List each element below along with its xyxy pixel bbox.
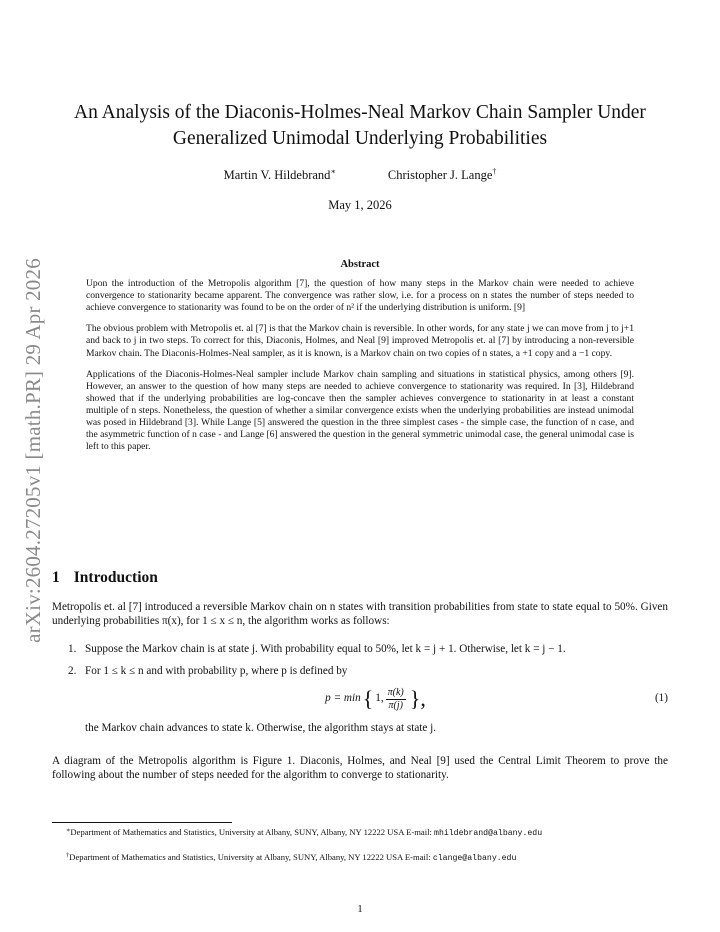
algorithm-steps bbox=[52, 643, 668, 744]
footnote bbox=[52, 850, 668, 864]
intro-paragraph: Metropolis et. al [7] introduced a reversible Markov chain on n states with transition probabilities from state to state equal to 50%. Given underlying probabilities π(x), for 1 ≤ x ≤ n, the algorithm works as follows: bbox=[52, 601, 668, 627]
footnote-email[interactable]: mhildebrand@albany.edu bbox=[434, 829, 543, 838]
author: Martin V. Hildebrand∗ bbox=[223, 167, 336, 182]
fraction-denominator: π(j) bbox=[388, 699, 403, 711]
abstract bbox=[86, 259, 634, 462]
arxiv-stamp bbox=[8, 245, 58, 655]
footnote-email[interactable]: clange@albany.edu bbox=[432, 854, 517, 863]
equation bbox=[85, 678, 668, 720]
arxiv-stamp-text: arXiv:2604.27205v1 [math.PR] 29 Apr 2026 bbox=[20, 257, 45, 643]
equation-lhs: p = min bbox=[325, 692, 361, 705]
equation-left-brace: { bbox=[362, 686, 374, 712]
list-item bbox=[52, 643, 668, 657]
section-title: Introduction bbox=[73, 569, 158, 586]
author-footnote-mark: ∗ bbox=[330, 167, 336, 176]
footnote-text: Department of Mathematics and Statistics, University at Albany, SUNY, Albany, NY 12222 USA E-mail: bbox=[70, 827, 435, 837]
section-number: 1 bbox=[52, 569, 60, 586]
list-text: For 1 ≤ k ≤ n and with probability p, where p is defined by bbox=[85, 664, 348, 677]
footnote-text: Department of Mathematics and Statistics, University at Albany, SUNY, Albany, NY 12222 USA E-mail: bbox=[69, 852, 433, 862]
equation-right-brace: }, bbox=[409, 686, 426, 712]
abstract-paragraph: The obvious problem with Metropolis et. al [7] is that the Markov chain is reversible. In other words, for any state j we can move from j to j+1 and back to j in two steps. To correct for this, Diaconis, Holmes, and Neal [9] improved Metropolis et. al [7] by introducing a non-reversible Markov chain. The Diaconis-Holmes-Neal sampler, as it is known, is a Markov chain on two copies of n states, a +1 copy and a −1 copy. bbox=[86, 323, 634, 359]
footnote-mark: † bbox=[66, 852, 70, 859]
abstract-paragraph: Applications of the Diaconis-Holmes-Neal sampler include Markov chain sampling and situations in statistical physics, among others [9]. However, an answer to the question of how many steps are needed to achieve convergence to stationarity was required. In [3], Hildebrand showed that if the underlying probabilities are log-concave then the sampler achieves convergence to stationarity in at least a constant multiple of n steps. Nonetheless, the question of whether a similar convergence exists when the underlying probabilities are instead unimodal was posed in Hildebrand [3]. While Lange [5] answered the question in the three simplest cases - the simple case, the function of n case, and the asymmetric function of n case - and Lange [6] answered the question in the general symmetric unimodal case, the general unimodal case is left to this paper. bbox=[86, 368, 634, 453]
author-list bbox=[52, 167, 668, 183]
equation-one: 1, bbox=[375, 692, 384, 705]
author: Christopher J. Lange† bbox=[387, 167, 497, 182]
list-label: 2. bbox=[68, 664, 77, 677]
paper-date: May 1, 2026 bbox=[328, 198, 392, 212]
equation-number: (1) bbox=[654, 692, 668, 705]
paragraph: A diagram of the Metropolis algorithm is Figure 1. Diaconis, Holmes, and Neal [9] used the Central Limit Theorem to prove the following about the number of steps needed for the algorithm to converge to stationarity. bbox=[52, 755, 668, 781]
after-equation-text: the Markov chain advances to state k. Otherwise, the algorithm stays at state j. bbox=[85, 722, 437, 735]
footnote bbox=[52, 825, 668, 839]
footnote-mark: ∗ bbox=[66, 827, 71, 834]
list-text: Suppose the Markov chain is at state j. With probability equal to 50%, let k = j + 1. Otherwise, let k = j − 1. bbox=[85, 643, 566, 655]
footnote-rule bbox=[52, 822, 232, 823]
author-footnote-mark: † bbox=[492, 167, 497, 176]
list-label: 1. bbox=[68, 643, 77, 655]
paper-title: An Analysis of the Diaconis-Holmes-Neal Markov Chain Sampler Under Generalized Unimodal Underlying Probabilities bbox=[74, 102, 646, 149]
abstract-paragraph: Upon the introduction of the Metropolis algorithm [7], the question of how many steps in the Markov chain were needed to achieve convergence to stationarity became apparent. The convergence was rather slow, i.e. for a process on n states the number of steps needed to achieve convergence to stationarity was found to be on the order of n² if the underlying distribution is uniform. [9] bbox=[86, 278, 634, 314]
equation-fraction bbox=[386, 687, 406, 712]
section-heading bbox=[52, 569, 158, 587]
list-item bbox=[52, 665, 668, 736]
page-number: 1 bbox=[357, 903, 363, 915]
fraction-numerator: π(k) bbox=[387, 686, 404, 698]
abstract-heading: Abstract bbox=[340, 259, 380, 270]
